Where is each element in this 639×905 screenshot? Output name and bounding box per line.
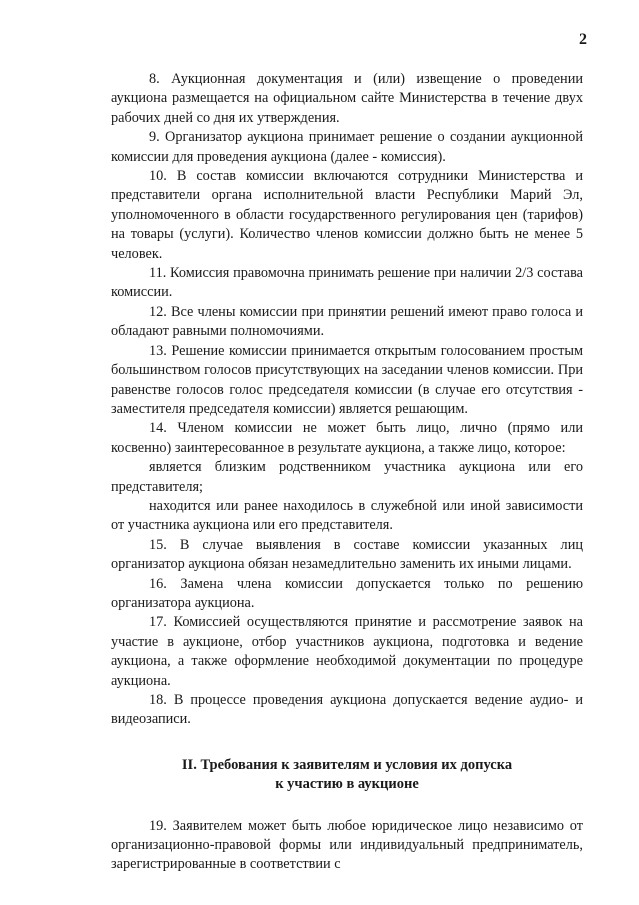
document-body (111, 70, 583, 875)
paragraph-11: 11. Комиссия правомочна принимать решение при наличии 2/3 состава комиссии. (111, 265, 583, 301)
paragraph-16: 16. Замена члена комиссии допускается только по решению организатора аукциона. (111, 575, 583, 611)
section-heading (111, 756, 583, 795)
paragraph-19: 19. Заявителем может быть любое юридическое лицо независимо от организационно-правовой формы или индивидуальный предприниматель, зарегистрированные в соответствии с (111, 817, 583, 873)
page-number: 2 (579, 31, 587, 48)
paragraph-14-item-2: находится или ранее находилось в служебной или иной зависимости от участника аукциона или его представителя. (111, 497, 583, 534)
paragraph-9: 9. Организатор аукциона принимает решение о создании аукционной комиссии для проведения аукциона (далее - комиссия). (111, 129, 583, 165)
paragraph-10: 10. В состав комиссии включаются сотрудники Министерства и представители органа исполнительной власти Республики Марий Эл, уполномоченного в области государственного регулирования цен (тарифов) на товары (услуги). Количество членов комиссии должно быть не менее 5 человек. (111, 168, 583, 262)
paragraph-8: 8. Аукционная документация и (или) извещение о проведении аукциона размещается на официальном сайте Министерства в течение двух рабочих дней со дня их утверждения. (111, 71, 583, 126)
paragraph-17: 17. Комиссией осуществляются принятие и рассмотрение заявок на участие в аукционе, отбор участников аукциона, подготовка и ведение аукциона, а также оформление необходимой документации по процедуре аукциона. (111, 614, 583, 689)
paragraph-13: 13. Решение комиссии принимается открытым голосованием простым большинством голосов присутствующих на заседании членов комиссии. При равенстве голосов голос председателя комиссии (в случае его отсутствия - заместителя председателя комиссии) является решающим. (111, 342, 583, 417)
section-heading-line-1: II. Требования к заявителям и условия их допуска (181, 756, 513, 773)
paragraph-12: 12. Все члены комиссии при принятии решений имеют право голоса и обладают равными полномочиями. (111, 303, 583, 340)
paragraph-18: 18. В процессе проведения аукциона допускается ведение аудио- и видеозаписи. (111, 692, 583, 728)
paragraph-14: 14. Членом комиссии не может быть лицо, лично (прямо или косвенно) заинтересованное в результате аукциона, а также лицо, которое: (111, 420, 583, 456)
paragraph-15: 15. В случае выявления в составе комиссии указанных лиц организатор аукциона обязан незамедлительно заменить их иными лицами. (111, 536, 583, 573)
paragraph-14-item-1: является близким родственником участника аукциона или его представителя; (111, 459, 583, 495)
section-heading-line-2: к участию в аукционе (275, 776, 419, 793)
